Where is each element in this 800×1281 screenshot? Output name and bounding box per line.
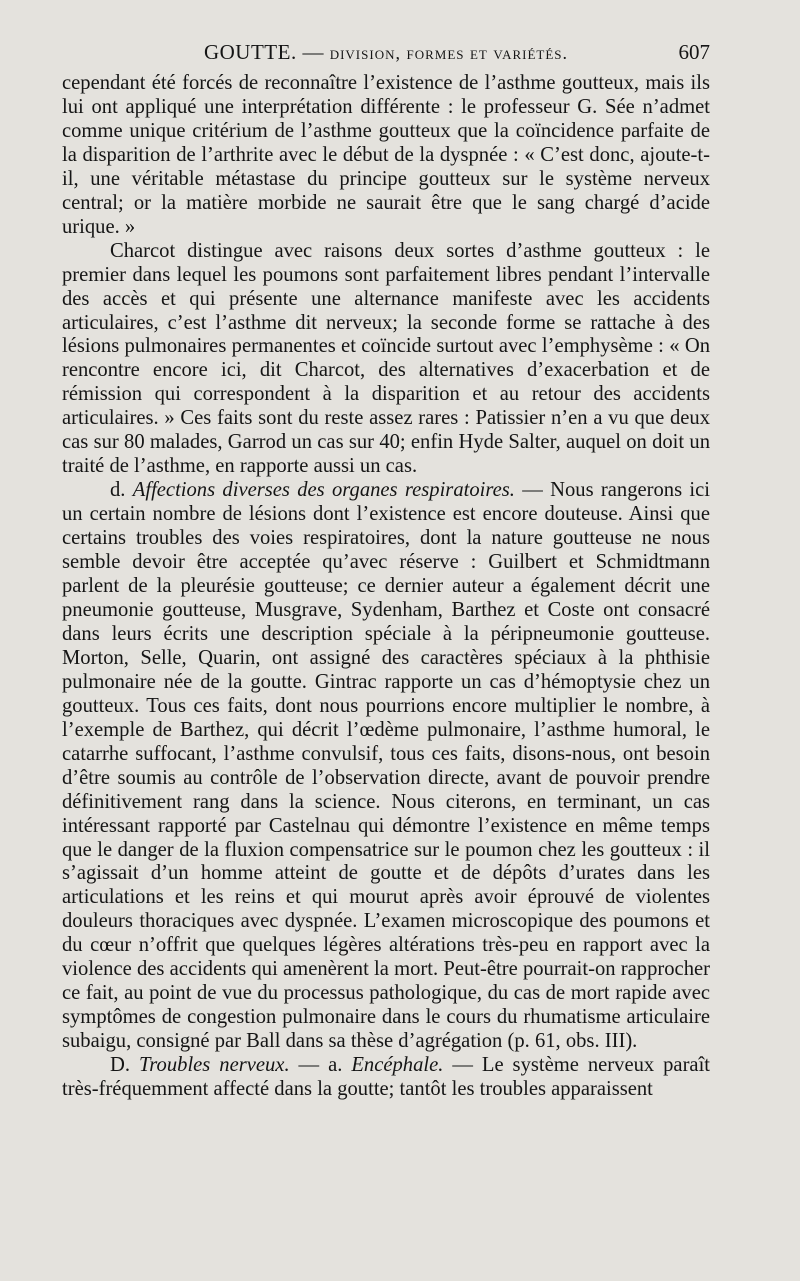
italic-heading: Troubles nerveux.	[138, 1054, 290, 1077]
paragraph	[62, 479, 710, 1054]
running-title-main: GOUTTE.	[203, 40, 297, 64]
running-header	[62, 40, 710, 74]
running-title-dash: —	[302, 40, 324, 64]
paragraph	[62, 72, 710, 240]
paragraph	[62, 240, 710, 480]
text-run: D.	[110, 1054, 139, 1077]
running-title	[62, 40, 710, 65]
text-run: — Nous rangerons ici un certain nombre de lésions dont l’existence est encore douteuse. Ainsi que certains troubles des voies respiratoires, dont la nature goutteuse ne nous semble devoir être acceptée qu’avec réserve : Guilbert et Schmidtmann parlent de la pleurésie goutteuse; ce dernier auteur a également décrit une pneumonie goutteuse, Musgrave, Sydenham, Barthez et Coste ont consacré dans leurs écrits une description spéciale à la péripneumonie goutteuse. Morton, Selle, Quarin, ont assigné des caractères spéciaux à la phthisie pulmonaire née de la goutte. Gintrac rapporte un cas d’hémoptysie chez un goutteux. Tous ces faits, dont nous pourrions encore multiplier le nombre, à l’exemple de Barthez, qui décrit l’œdème pulmonaire, l’asthme humoral, le catarrhe suffocant, l’asthme convulsif, tous ces faits, disons-nous, ont besoin d’être soumis au contrôle de l’observation directe, avant de pouvoir prendre définitivement rang dans la science. Nous citerons, en terminant, un cas intéressant rapporté par Castelnau qui démontre l’existence en même temps que le danger de la fluxion compensatrice sur le poumon chez les goutteux : il s’agissait d’un homme atteint de goutte et de dépôts d’urates dans les articulations et les reins et qui mourut après avoir éprouvé de violentes douleurs thoraciques avec dyspnée. L’examen microscopique des poumons et du cœur n’offrit que quelques légères altérations très-peu en rapport avec la violence des accidents qui amenèrent la mort. Peut-être pourrait-on rapprocher ce fait, au point de vue du processus pathologique, du cas de mort rapide avec symptômes de congestion pulmonaire dans le cours du rhumatisme articulaire subaigu, consigné par Ball dans sa thèse d’agrégation (p. 61, obs. III).	[62, 479, 711, 1053]
running-title-section: division, formes et variétés.	[329, 43, 569, 63]
paragraph	[62, 1054, 710, 1102]
text-run: d.	[110, 479, 133, 502]
italic-heading: Encéphale.	[351, 1054, 444, 1077]
text-run: — Le système nerveux paraît très-fréquemment affecté dans la goutte; tantôt les troubles apparaissent	[62, 1054, 711, 1101]
text-run: cependant été forcés de reconnaître l’existence de l’asthme goutteux, mais ils lui ont appliqué une interprétation différente : le professeur G. Sée n’admet comme unique critérium de l’asthme goutteux que la coïncidence parfaite de la disparition de l’arthrite avec le début de la dyspnée : « C’est donc, ajoute-t-il, une véritable métastase du principe goutteux sur le système nerveux central; or la matière morbide ne saurait être que le sang chargé d’acide urique. »	[62, 72, 710, 238]
text-run: — a.	[289, 1054, 352, 1077]
italic-heading: Affections diverses des organes respiratoires.	[132, 479, 515, 502]
body-text	[62, 72, 710, 1102]
page-number: 607	[678, 40, 710, 64]
text-run: Charcot distingue avec raisons deux sortes d’asthme goutteux : le premier dans lequel les poumons sont parfaitement libres pendant l’intervalle des accès et qui présente une alternance manifeste avec les accidents articulaires, c’est l’asthme dit nerveux; la seconde forme se rattache à des lésions pulmonaires permanentes et coïncide surtout avec l’emphysème : « On rencontre encore ici, dit Charcot, des alternatives d’exacerbation et de rémission qui correspondent à la disparition et au retour des accidents articulaires. » Ces faits sont du reste assez rares : Patissier n’en a vu que deux cas sur 80 malades, Garrod un cas sur 40; enfin Hyde Salter, auquel on doit un traité de l’asthme, en rapporte aussi un cas.	[62, 239, 710, 478]
